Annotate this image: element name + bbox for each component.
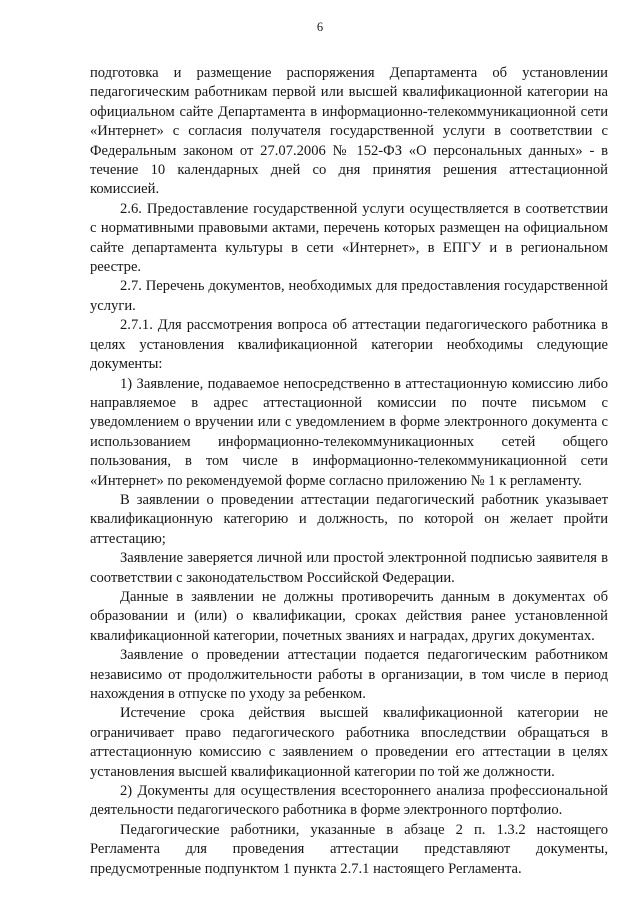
paragraph-application-category: В заявлении о проведении аттестации педагогический работник указывает квалификационную категорию и должность, по которой он желает пройти аттестацию;	[90, 491, 608, 547]
paragraph-continuation: подготовка и размещение распоряжения Департамента об установлении педагогическим работникам первой или высшей квалификационной категории на официальном сайте Департамента в информационно-телекоммуникационной сети «Интернет» с согласия получателя государственной услуги в соответствии с Федеральным законом от 27.07.2006 № 152-ФЗ «О персональных данных» - в течение 10 календарных дней со дня принятия решения аттестационной комиссией.	[90, 65, 608, 198]
paragraph-application-signature: Заявление заверяется личной или простой электронной подписью заявителя в соответствии с законодательством Российской Федерации.	[90, 550, 608, 586]
paragraph-application-submission: Заявление о проведении аттестации подается педагогическим работником независимо от продолжительности работы в организации, в том числе в период нахождения в отпуске по уходу за ребенком.	[90, 647, 608, 702]
paragraph-category-expiry: Истечение срока действия высшей квалификационной категории не ограничивает право педагогического работника впоследствии обращаться в аттестационную комиссию с заявлением о проведении его аттестации в целях установления высшей квалификационной категории по той же должности.	[90, 705, 608, 780]
paragraph-item-2: 2) Документы для осуществления всестороннего анализа профессиональной деятельности педагогического работника в форме электронного портфолио.	[90, 783, 608, 819]
paragraph-item-1: 1) Заявление, подаваемое непосредственно в аттестационную комиссию либо направляемое в адрес аттестационной комиссии по почте письмом с уведомлением о вручении или с уведомлением в форме электронного документа с использованием информационно-телекоммуникационных сетей общего пользования, в том числе в информационно-телекоммуникационной сети «Интернет» по рекомендуемой форме согласно приложению № 1 к регламенту.	[90, 375, 608, 489]
paragraph-2-7: 2.7. Перечень документов, необходимых для предоставления государственной услуги.	[90, 278, 608, 314]
paragraph-2-7-1: 2.7.1. Для рассмотрения вопроса об аттестации педагогического работника в целях установления квалификационной категории необходимы следующие документы:	[90, 317, 608, 373]
paragraph-2-6: 2.6. Предоставление государственной услуги осуществляется в соответствии с нормативными правовыми актами, перечень которых размещен на официальном сайте департамента культуры в сети «Интернет», в ЕПГУ и в региональном реестре.	[90, 200, 608, 276]
page-number: 6	[316, 20, 324, 34]
paragraph-teachers-clause: Педагогические работники, указанные в абзаце 2 п. 1.3.2 настоящего Регламента для проведения аттестации представляют документы, предусмотренные подпунктом 1 пункта 2.7.1 настоящего Регламента.	[90, 821, 608, 877]
document-body	[90, 64, 608, 879]
paragraph-application-data: Данные в заявлении не должны противоречить данным в документах об образовании и (или) о квалификации, сроках действия ранее установленной квалификационной категории, почетных званиях и наградах, других документах.	[90, 588, 608, 644]
